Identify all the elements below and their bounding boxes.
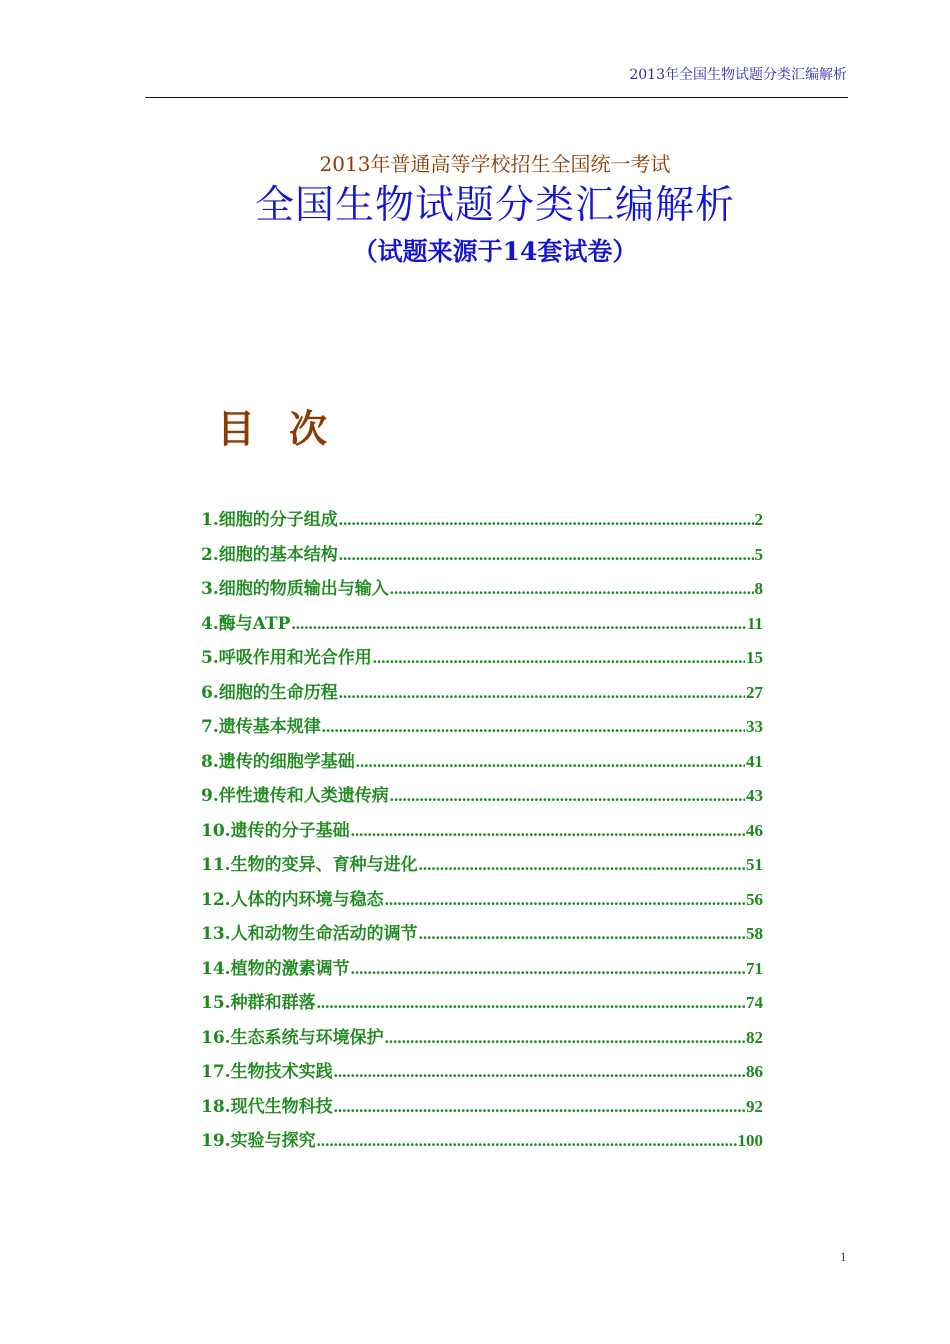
- toc-entry-8[interactable]: [201, 748, 763, 783]
- toc-entry-label: 1.细胞的分子组成: [201, 510, 338, 530]
- document-title: 全国生物试题分类汇编解析: [254, 183, 735, 228]
- toc-dot-leader: [317, 1127, 737, 1155]
- toc-entry-4[interactable]: [201, 610, 763, 645]
- toc-entry-label: 7.遗传基本规律: [201, 717, 321, 737]
- toc-entry-15[interactable]: [201, 989, 763, 1024]
- toc-entry-7[interactable]: [201, 713, 763, 748]
- exam-subtitle: 2013年普通高等学校招生全国统一考试: [319, 152, 671, 176]
- toc-dot-leader: [385, 1024, 745, 1052]
- toc-entry-label: 13.人和动物生命活动的调节: [201, 924, 418, 944]
- toc-entry-page: 82: [746, 1027, 763, 1047]
- toc-dot-leader: [351, 955, 745, 983]
- toc-entry-16[interactable]: [201, 1024, 763, 1059]
- toc-entry-page: 51: [746, 855, 763, 874]
- toc-entry-label: 9.伴性遗传和人类遗传病: [201, 786, 389, 806]
- toc-entry-6[interactable]: [201, 679, 763, 714]
- page-number: 1: [840, 1249, 847, 1264]
- toc-entry-11[interactable]: [201, 851, 763, 886]
- toc-dot-leader: [334, 1093, 745, 1121]
- toc-dot-leader: [317, 989, 745, 1017]
- toc-dot-leader: [419, 851, 745, 879]
- table-of-contents: [201, 506, 763, 1162]
- toc-dot-leader: [356, 748, 745, 776]
- toc-dot-leader: [334, 1058, 745, 1086]
- toc-entry-label: 11.生物的变异、育种与进化: [201, 855, 418, 875]
- toc-entry-2[interactable]: [201, 541, 763, 576]
- toc-entry-page: 74: [746, 993, 763, 1012]
- toc-entry-label: 8.遗传的细胞学基础: [201, 751, 355, 772]
- toc-entry-13[interactable]: [201, 920, 763, 955]
- toc-entry-page: 58: [746, 924, 763, 943]
- toc-entry-label: 6.细胞的生命历程: [201, 682, 338, 703]
- toc-entry-page: 43: [746, 786, 763, 805]
- toc-entry-page: 100: [737, 1131, 763, 1150]
- toc-dot-leader: [385, 886, 745, 914]
- toc-entry-14[interactable]: [201, 955, 763, 990]
- toc-dot-leader: [291, 610, 745, 638]
- toc-entry-page: 27: [746, 682, 763, 702]
- toc-entry-page: 92: [746, 1096, 763, 1116]
- toc-entry-17[interactable]: [201, 1058, 763, 1093]
- toc-entry-page: 33: [746, 717, 763, 736]
- toc-entry-page: 8: [754, 579, 763, 598]
- toc-entry-label: 18.现代生物科技: [201, 1096, 333, 1117]
- toc-entry-label: 15.种群和群落: [201, 993, 316, 1013]
- toc-dot-leader: [322, 713, 745, 741]
- toc-entry-label: 4.酶与ATP: [201, 613, 291, 634]
- toc-entry-18[interactable]: [201, 1093, 763, 1128]
- toc-dot-leader: [339, 541, 754, 569]
- toc-entry-label: 19.实验与探究: [201, 1131, 316, 1151]
- toc-entry-page: 41: [746, 751, 763, 771]
- toc-dot-leader: [351, 817, 745, 845]
- toc-entry-label: 10.遗传的分子基础: [201, 820, 350, 841]
- toc-entry-page: 15: [746, 648, 763, 667]
- toc-dot-leader: [373, 644, 745, 672]
- toc-entry-9[interactable]: [201, 782, 763, 817]
- toc-entry-1[interactable]: [201, 506, 763, 541]
- toc-dot-leader: [339, 506, 754, 534]
- toc-dot-leader: [390, 782, 745, 810]
- running-header-title: 2013年全国生物试题分类汇编解析: [629, 67, 847, 83]
- toc-entry-12[interactable]: [201, 886, 763, 921]
- toc-entry-label: 2.细胞的基本结构: [201, 544, 338, 565]
- toc-entry-3[interactable]: [201, 575, 763, 610]
- toc-entry-label: 17.生物技术实践: [201, 1062, 333, 1082]
- toc-entry-page: 71: [746, 958, 763, 978]
- source-note: （试题来源于14套试卷）: [352, 237, 638, 266]
- toc-dot-leader: [419, 920, 745, 948]
- toc-entry-10[interactable]: [201, 817, 763, 852]
- toc-entry-page: 86: [746, 1062, 763, 1081]
- toc-entry-label: 3.细胞的物质输出与输入: [201, 579, 389, 599]
- toc-entry-label: 5.呼吸作用和光合作用: [201, 648, 372, 668]
- toc-entry-page: 56: [746, 889, 763, 909]
- toc-dot-leader: [390, 575, 754, 603]
- toc-entry-19[interactable]: [201, 1127, 763, 1162]
- toc-entry-label: 12.人体的内环境与稳态: [201, 889, 384, 910]
- toc-entry-5[interactable]: [201, 644, 763, 679]
- toc-entry-label: 16.生态系统与环境保护: [201, 1027, 384, 1048]
- toc-entry-page: 11: [746, 613, 763, 633]
- toc-entry-page: 46: [746, 820, 763, 840]
- toc-entry-page: 2: [754, 510, 763, 529]
- toc-dot-leader: [339, 679, 745, 707]
- toc-entry-label: 14.植物的激素调节: [201, 958, 350, 979]
- toc-entry-page: 5: [754, 544, 763, 564]
- header-divider: [145, 97, 848, 98]
- toc-heading: 目次: [217, 407, 362, 451]
